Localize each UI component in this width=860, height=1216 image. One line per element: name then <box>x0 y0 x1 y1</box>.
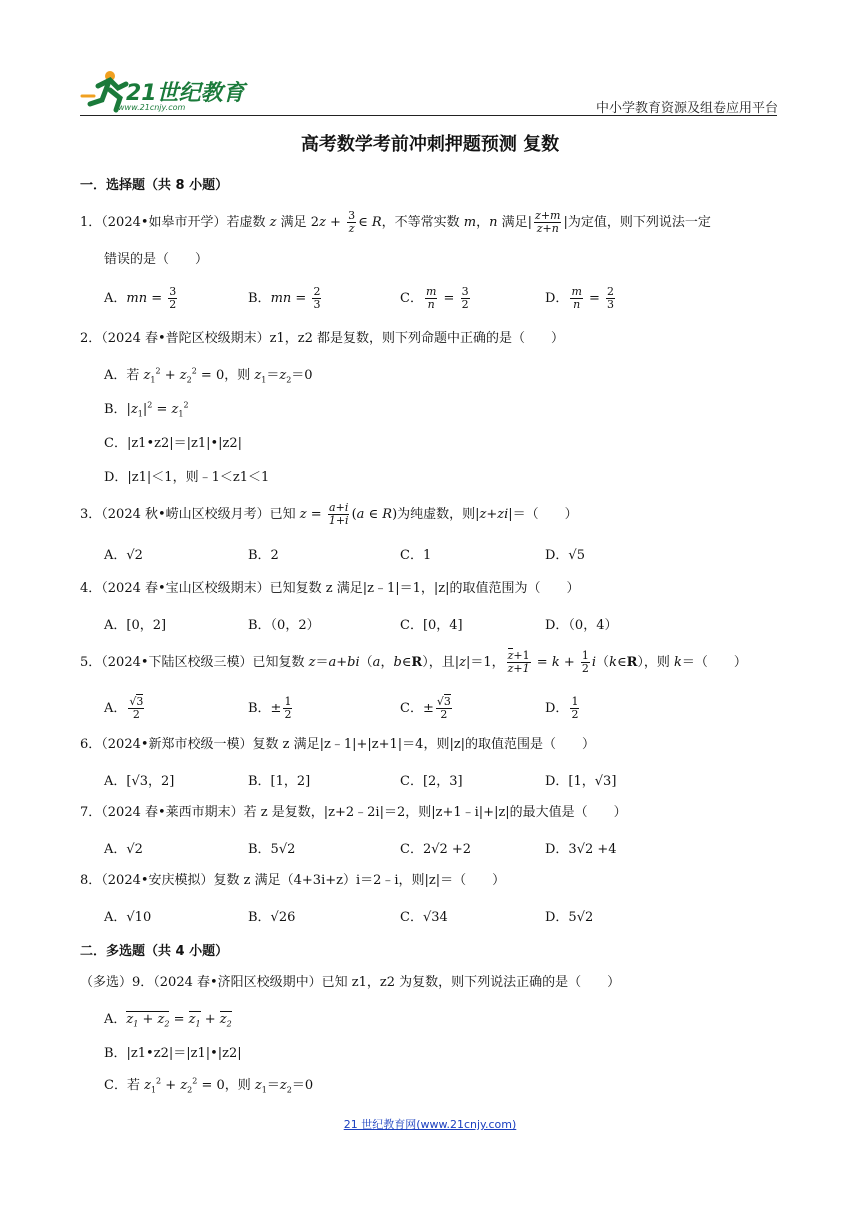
question-8-stem: 8．（2024•安庆模拟）复数 z 满足（4+3i+z）i＝2﹣i，则|z|＝（ ） <box>80 873 506 888</box>
q1-option-c[interactable]: C． $\frac{m}{n}$ = $\frac{3}{2}$ <box>400 285 469 311</box>
q5-option-c[interactable]: C．± $\frac{√3}{2}$ <box>400 695 451 721</box>
question-9-stem: （多选）9．（2024 春•济阳区校级期中）已知 z1，z2 为复数，则下列说法正确的是（ ） <box>80 975 621 990</box>
q9-option-c[interactable]: C．若 $z_1^2 + z_2^2 = 0$，则 $z_1=z_2=0$ <box>104 1076 314 1095</box>
q6-option-a[interactable]: A．[√3，2] <box>104 774 175 789</box>
q8-option-c[interactable]: C．√34 <box>400 910 448 925</box>
q6-option-d[interactable]: D．[1，√3] <box>545 774 617 789</box>
q4-option-b[interactable]: B．（0，2） <box>248 618 320 633</box>
q3-option-c[interactable]: C．1 <box>400 548 432 563</box>
footer-link[interactable]: 21 世纪教育网(www.21cnjy.com) <box>343 1118 517 1131</box>
q5-option-d[interactable]: D． $\frac{1}{2}$ <box>545 695 579 721</box>
q2-option-b[interactable]: B．$|z_1|^2 = z_1^2$ <box>104 400 189 419</box>
q1-option-a[interactable]: A．mn = $\frac{3}{2}$ <box>104 285 177 311</box>
question-1-stem: 1．（2024•如皋市开学）若虚数 z 满足 2z + $\frac{3}{z}$ ∈ R，不等常实数 m，n 满足| $\frac{z+m}{z+n}$ |为定值，则下列说法一定 <box>80 209 711 235</box>
header-divider <box>80 115 777 116</box>
q4-option-a[interactable]: A．[0，2] <box>104 618 167 633</box>
q9-option-b[interactable]: B．|z1•z2|＝|z1|•|z2| <box>104 1046 242 1061</box>
q6-option-c[interactable]: C．[2，3] <box>400 774 463 789</box>
q5-option-a[interactable]: A． $\frac{√3}{2}$ <box>104 695 144 721</box>
q7-option-a[interactable]: A．√2 <box>104 842 143 857</box>
q4-option-d[interactable]: D．（0，4） <box>545 618 618 633</box>
q9-option-a[interactable]: A．$z_1 + z_2 = z_1 + z_2$ <box>104 1012 232 1029</box>
question-6-stem: 6．（2024•新郑市校级一模）复数 z 满足|z﹣1|+|z+1|＝4，则|z|的取值范围是（ ） <box>80 737 596 752</box>
q8-option-b[interactable]: B．√26 <box>248 910 296 925</box>
q4-option-c[interactable]: C．[0，4] <box>400 618 463 633</box>
logo-text: 21世纪教育 <box>126 81 245 106</box>
question-5-stem: 5．（2024•下陆区校级三模）已知复数 z＝a+bi（a，b∈R），且|z|＝1， $\frac{z+1}{z+1}$ = k + $\frac{1}{2}$ i（k∈R），则 k＝（ ） <box>80 649 747 675</box>
q7-option-b[interactable]: B．5√2 <box>248 842 296 857</box>
q8-option-d[interactable]: D．5√2 <box>545 910 594 925</box>
question-4-stem: 4．（2024 春•宝山区校级期末）已知复数 z 满足|z﹣1|＝1，|z|的取值范围为（ ） <box>80 581 580 596</box>
q1-option-b[interactable]: B．mn = $\frac{2}{3}$ <box>248 285 321 311</box>
q2-option-c[interactable]: C．|z1•z2|＝|z1|•|z2| <box>104 436 243 451</box>
question-1-stem-cont: 错误的是（ ） <box>104 252 209 267</box>
q1-option-d[interactable]: D． $\frac{m}{n}$ = $\frac{2}{3}$ <box>545 285 615 311</box>
q3-option-a[interactable]: A．√2 <box>104 548 143 563</box>
q7-option-c[interactable]: C．2√2 +2 <box>400 842 472 857</box>
section-heading-multi-choice: 二．多选题（共 4 小题） <box>80 944 229 959</box>
logo-url: www.21cnjy.com <box>118 103 186 112</box>
q5-option-b[interactable]: B．± $\frac{1}{2}$ <box>248 695 292 721</box>
section-heading-single-choice: 一．选择题（共 8 小题） <box>80 178 229 193</box>
q8-option-a[interactable]: A．√10 <box>104 910 152 925</box>
q6-option-b[interactable]: B．[1，2] <box>248 774 311 789</box>
question-3-stem: 3．（2024 秋•崂山区校级月考）已知 z = $\frac{a+i}{1+i}$ (a ∈ R)为纯虚数，则|z+zi|＝（ ） <box>80 501 578 527</box>
q3-option-b[interactable]: B．2 <box>248 548 279 563</box>
q2-option-d[interactable]: D．|z1|＜1，则﹣1＜z1＜1 <box>104 470 270 485</box>
question-2-stem: 2．（2024 春•普陀区校级期末）z1，z2 都是复数，则下列命题中正确的是（ ） <box>80 331 565 346</box>
q2-option-a[interactable]: A．若 $z_1^2 + z_2^2 = 0$，则 $z_1=z_2=0$ <box>104 366 313 385</box>
platform-name: 中小学教育资源及组卷应用平台 <box>595 101 778 116</box>
page-title: 高考数学考前冲刺押题预测 复数 <box>300 134 560 155</box>
question-7-stem: 7．（2024 春•莱西市期末）若 z 是复数，|z+2﹣2i|＝2，则|z+1﹣i|+|z|的最大值是（ ） <box>80 805 627 820</box>
q3-option-d[interactable]: D．√5 <box>545 548 585 563</box>
q7-option-d[interactable]: D．3√2 +4 <box>545 842 617 857</box>
